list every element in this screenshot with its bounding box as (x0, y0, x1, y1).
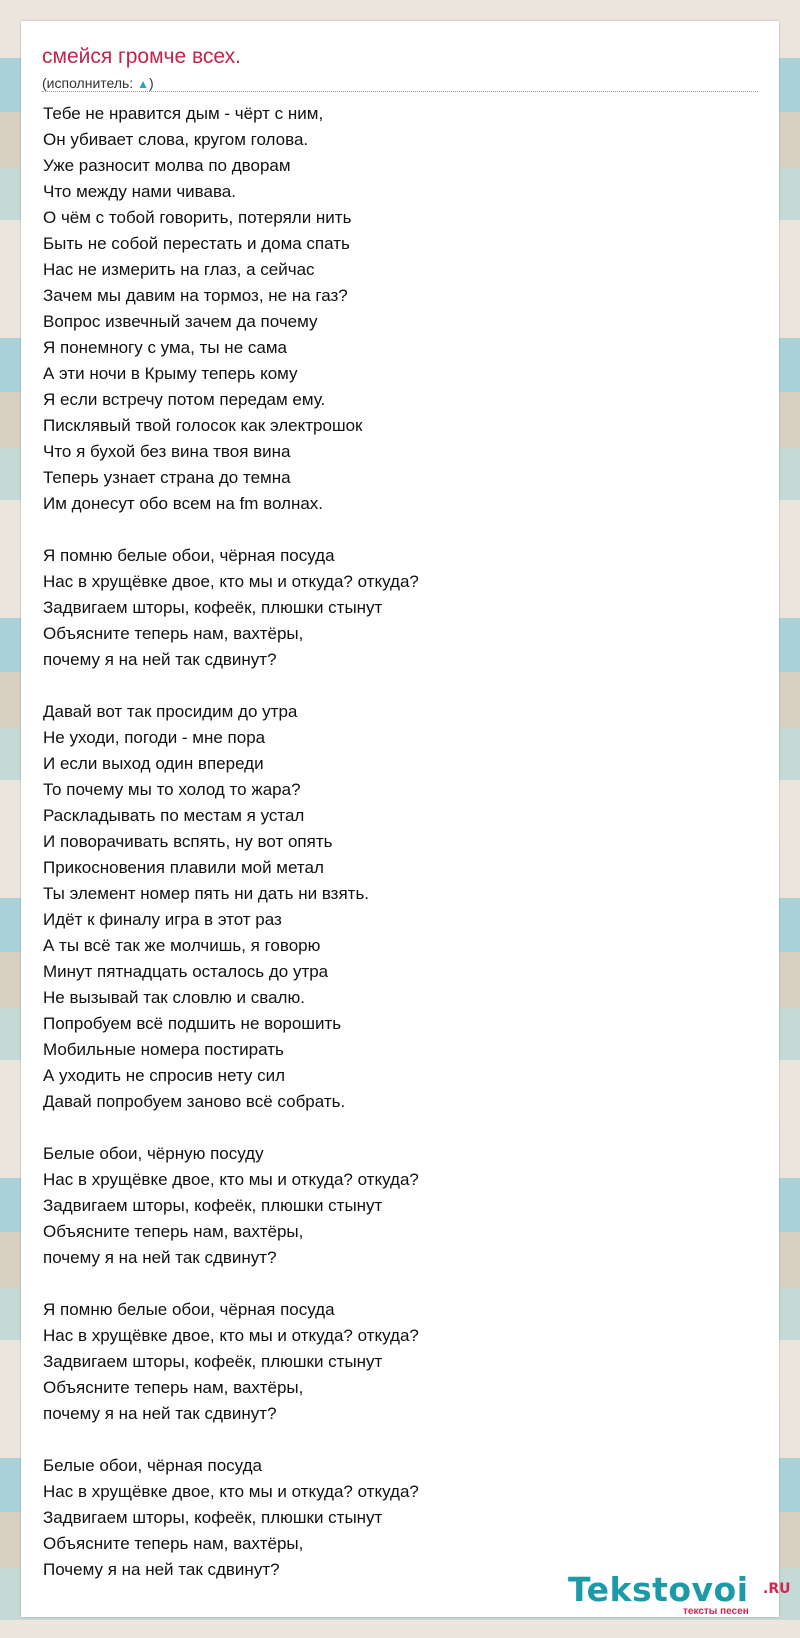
lyric-line: Что я бухой без вина твоя вина (43, 442, 291, 461)
song-title: смейся громче всех. (42, 45, 241, 68)
artist-link-icon[interactable]: ▲ (137, 77, 149, 91)
stanza-gap (43, 1271, 763, 1297)
lyric-line: Объясните теперь нам, вахтёры, (43, 1378, 304, 1397)
lyric-line: Нас в хрущёвке двое, кто мы и откуда? откуда? (43, 572, 419, 591)
artist-prefix: (исполнитель: (42, 75, 138, 91)
lyric-line: Прикосновения плавили мой метал (43, 858, 324, 877)
lyric-line: Идёт к финалу игра в этот раз (43, 910, 282, 929)
logo-tld: .RU (763, 1581, 791, 1597)
lyric-line: Я если встречу потом передам ему. (43, 390, 326, 409)
lyric-line: Объясните теперь нам, вахтёры, (43, 1222, 304, 1241)
lyric-line: Попробуем всё подшить не ворошить (43, 1014, 342, 1033)
lyric-line: Давай вот так просидим до утра (43, 702, 298, 721)
lyrics-card (21, 21, 791, 1617)
lyric-line: Вопрос извечный зачем да почему (43, 312, 318, 331)
lyric-line: Им донесут обо всем на fm волнах. (43, 494, 324, 513)
lyric-line: Мобильные номера постирать (43, 1040, 284, 1059)
lyric-line: О чём с тобой говорить, потеряли нить (43, 208, 352, 227)
lyric-line: Я понемногу с ума, ты не сама (43, 338, 287, 357)
logo-wordmark: Tekstovoi (568, 1570, 749, 1609)
lyric-line: почему я на ней так сдвинут? (43, 1248, 277, 1267)
stanza-gap (43, 673, 763, 699)
lyric-line: Он убивает слова, кругом голова. (43, 130, 309, 149)
lyric-line: Белые обои, чёрная посуда (43, 1456, 262, 1475)
lyric-line: Задвигаем шторы, кофеёк, плюшки стынут (43, 1352, 383, 1371)
lyric-line: Задвигаем шторы, кофеёк, плюшки стынут (43, 598, 383, 617)
artist-suffix: ) (148, 75, 154, 91)
lyric-line: Я помню белые обои, чёрная посуда (43, 1300, 335, 1319)
lyric-line: Раскладывать по местам я устал (43, 806, 305, 825)
title-divider (42, 91, 758, 92)
lyric-line: Задвигаем шторы, кофеёк, плюшки стынут (43, 1196, 383, 1215)
lyric-line: Давай попробуем заново всё собрать. (43, 1092, 346, 1111)
lyric-line: Я помню белые обои, чёрная посуда (43, 546, 335, 565)
lyric-line: Уже разносит молва по дворам (43, 156, 291, 175)
lyric-line: Теперь узнает страна до темна (43, 468, 291, 487)
stanza-gap (43, 1427, 763, 1453)
lyric-line: Нас в хрущёвке двое, кто мы и откуда? откуда? (43, 1326, 419, 1345)
stanza-gap (43, 1115, 763, 1141)
lyric-line: Писклявый твой голосок как электрошок (43, 416, 363, 435)
lyric-line: Объясните теперь нам, вахтёры, (43, 624, 304, 643)
lyric-line: И если выход один впереди (43, 754, 264, 773)
lyric-line: Что между нами чивава. (43, 182, 236, 201)
lyric-line: А эти ночи в Крыму теперь кому (43, 364, 298, 383)
lyric-line: Нас не измерить на глаз, а сейчас (43, 260, 315, 279)
lyric-line: Задвигаем шторы, кофеёк, плюшки стынут (43, 1508, 383, 1527)
lyrics-text (43, 101, 763, 1583)
lyric-line: И поворачивать вспять, ну вот опять (43, 832, 333, 851)
lyric-line: Тебе не нравится дым - чёрт с ним, (43, 104, 324, 123)
lyric-line: Почему я на ней так сдвинут? (43, 1560, 280, 1579)
logo-tagline: тексты песен (683, 1606, 749, 1617)
lyric-line: То почему мы то холод то жара? (43, 780, 301, 799)
lyric-line: почему я на ней так сдвинут? (43, 1404, 277, 1423)
lyric-line: Не уходи, погоди - мне пора (43, 728, 266, 747)
lyric-line: А уходить не спросив нету сил (43, 1066, 286, 1085)
site-logo[interactable] (568, 1570, 791, 1621)
stanza-gap (43, 517, 763, 543)
lyric-line: Объясните теперь нам, вахтёры, (43, 1534, 304, 1553)
lyric-line: Быть не собой перестать и дома спать (43, 234, 350, 253)
lyric-line: Нас в хрущёвке двое, кто мы и откуда? откуда? (43, 1482, 419, 1501)
lyric-line: Ты элемент номер пять ни дать ни взять. (43, 884, 370, 903)
lyric-line: Не вызывай так словлю и свалю. (43, 988, 305, 1007)
lyric-line: А ты всё так же молчишь, я говорю (43, 936, 321, 955)
lyric-line: Белые обои, чёрную посуду (43, 1144, 264, 1163)
lyric-line: Зачем мы давим на тормоз, не на газ? (43, 286, 348, 305)
lyric-line: почему я на ней так сдвинут? (43, 650, 277, 669)
lyric-line: Минут пятнадцать осталось до утра (43, 962, 329, 981)
lyric-line: Нас в хрущёвке двое, кто мы и откуда? откуда? (43, 1170, 419, 1189)
